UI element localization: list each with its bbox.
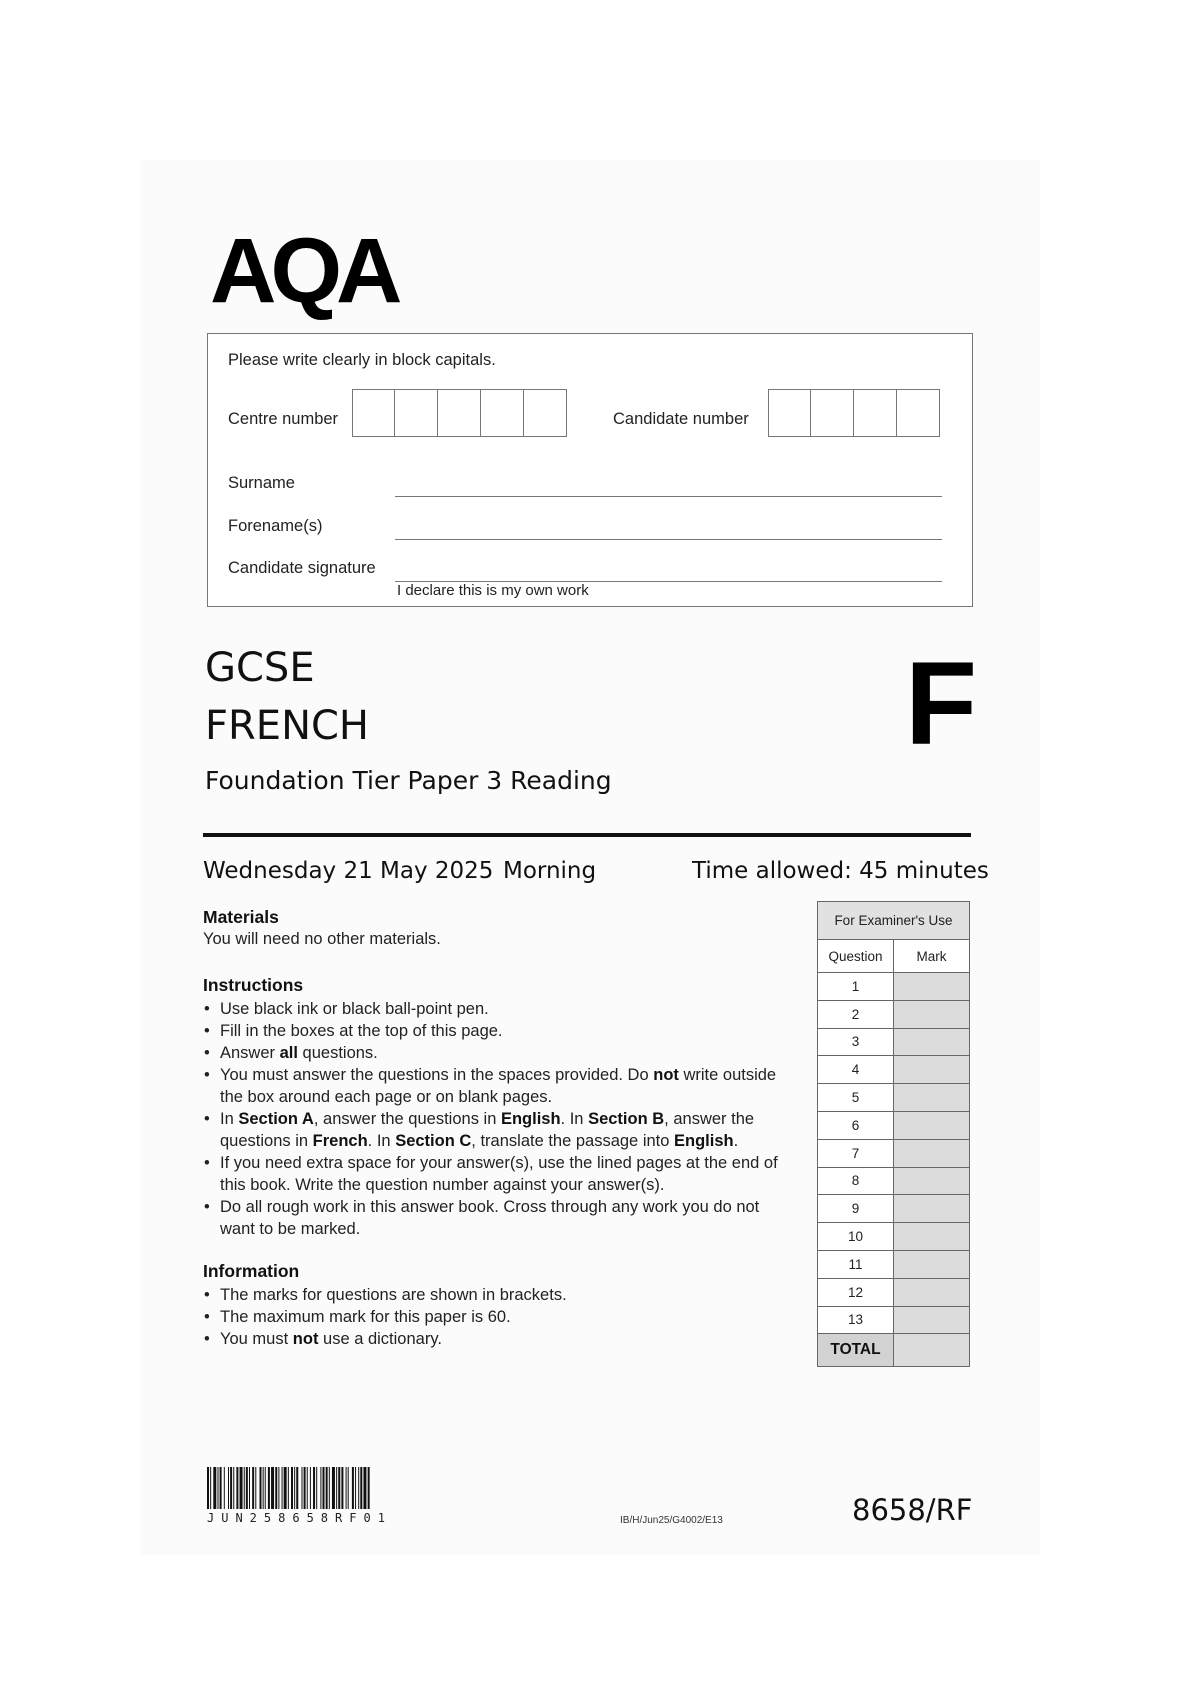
list-item: • If you need extra space for your answer(s), use the lined pages at the end of this book. Write the question number against your answer(s). [203,1152,778,1196]
declaration-text: I declare this is my own work [397,582,589,599]
barcode-bar [233,1467,234,1509]
barcode-bar [240,1467,243,1509]
aqa-logo: AQA [210,220,397,322]
barcode-text: JUN258658RF01 [207,1511,392,1525]
centre-number-boxes[interactable] [353,389,567,437]
mark-cell [894,1278,970,1306]
question-number: 2 [818,1000,894,1028]
materials-heading: Materials [203,907,279,927]
candidate-details-box [207,333,973,607]
forenames-label: Forename(s) [228,517,323,535]
barcode-bar [228,1467,229,1509]
barcode-bar [210,1467,211,1509]
centre-digit-box[interactable] [523,389,567,437]
signature-label: Candidate signature [228,559,376,577]
mark-cell [894,1250,970,1278]
list-item: • You must answer the questions in the spaces provided. Do not write outside the box around each page or on blank pages. [203,1064,778,1108]
question-number: 9 [818,1195,894,1223]
barcode-bar [352,1467,354,1509]
question-number: 6 [818,1111,894,1139]
question-number: 13 [818,1306,894,1334]
mark-cell [894,1139,970,1167]
question-number: 5 [818,1084,894,1112]
mark-cell [894,1111,970,1139]
barcode-icon [207,1467,519,1509]
barcode-bar [304,1467,306,1509]
list-item: • Do all rough work in this answer book. Cross through any work you do not want to be marked. [203,1196,778,1240]
exam-date: Wednesday 21 May 2025 [203,858,494,884]
barcode-bar [316,1467,317,1509]
barcode-bar [358,1467,359,1509]
mark-column-header: Mark [894,940,970,973]
question-number: 12 [818,1278,894,1306]
list-item: • In Section A, answer the questions in English. In Section B, answer the questions in French. In Section C, translate the passage into English. [203,1108,778,1152]
barcode-bar [294,1467,295,1509]
materials-text: You will need no other materials. [203,930,441,948]
mark-cell [894,1028,970,1056]
question-number: 7 [818,1139,894,1167]
barcode-bar [236,1467,238,1509]
list-item: • The marks for questions are shown in brackets. [203,1284,567,1306]
candidate-digit-box[interactable] [768,389,812,437]
barcode-bar [296,1467,298,1509]
instructions-list [203,998,778,1240]
mark-cell [894,1000,970,1028]
barcode-bar [282,1467,283,1509]
information-list [203,1284,567,1350]
paper-code: 8658/RF [852,1493,973,1527]
barcode-bar [346,1467,347,1509]
question-number: 1 [818,973,894,1001]
list-item: • Fill in the boxes at the top of this page. [203,1020,778,1042]
mark-cell [894,973,970,1001]
barcode-bar [307,1467,308,1509]
title-divider [203,833,971,837]
paper-subtitle: Foundation Tier Paper 3 Reading [205,766,612,795]
mark-cell [894,1056,970,1084]
candidate-digit-box[interactable] [853,389,897,437]
surname-field[interactable] [395,496,942,497]
question-number: 11 [818,1250,894,1278]
candidate-number-label: Candidate number [613,410,749,428]
barcode-bar [341,1467,343,1509]
question-number: 3 [818,1028,894,1056]
barcode-bar [213,1467,216,1509]
time-allowed: Time allowed: 45 minutes [692,858,989,884]
examiner-table-title: For Examiner's Use [818,902,970,940]
barcode-bar [336,1467,337,1509]
exam-session: Morning [503,858,597,884]
tier-letter: F [905,638,978,770]
barcode-bar [220,1467,222,1509]
barcode-bar [255,1467,256,1509]
list-item: • Use black ink or black ball-point pen. [203,998,778,1020]
qualification-title: GCSE [205,645,315,691]
document-reference: IB/H/Jun25/G4002/E13 [620,1515,723,1526]
candidate-number-boxes[interactable] [769,389,940,437]
question-number: 10 [818,1223,894,1251]
instructions-heading: Instructions [203,975,304,995]
barcode-bar [246,1467,248,1509]
barcode-bar [244,1467,245,1509]
information-heading: Information [203,1261,300,1281]
candidate-digit-box[interactable] [810,389,854,437]
barcode-bar [218,1467,219,1509]
barcode-bar [271,1467,274,1509]
centre-digit-box[interactable] [352,389,396,437]
barcode-bar [268,1467,270,1509]
list-item: • The maximum mark for this paper is 60. [203,1306,567,1328]
barcode-bar [207,1467,209,1509]
question-column-header: Question [818,940,894,973]
barcode-bar [291,1467,293,1509]
barcode-bar [302,1467,303,1509]
mark-cell [894,1195,970,1223]
barcode-bar [278,1467,279,1509]
barcode-bar [329,1467,330,1509]
barcode-bar [326,1467,328,1509]
barcode-bar [355,1467,356,1509]
centre-number-label: Centre number [228,410,339,428]
centre-digit-box[interactable] [394,389,438,437]
barcode-bar [263,1467,264,1509]
surname-label: Surname [228,474,295,492]
barcode-bar [265,1467,266,1509]
mark-cell [894,1223,970,1251]
centre-digit-box[interactable] [480,389,524,437]
barcode-bar [310,1467,311,1509]
barcode-bar [275,1467,277,1509]
barcode-bar [368,1467,370,1509]
barcode-bar [323,1467,325,1509]
barcode-bar [332,1467,335,1509]
question-number: 8 [818,1167,894,1195]
examiner-use-table [817,901,970,1367]
barcode-bar [320,1467,321,1509]
mark-cell [894,1084,970,1112]
barcode-bar [348,1467,349,1509]
total-mark-cell [894,1334,970,1367]
barcode-bar [288,1467,289,1509]
centre-digit-box[interactable] [437,389,481,437]
barcode-bar [249,1467,250,1509]
barcode-bar [260,1467,262,1509]
candidate-digit-box[interactable] [896,389,940,437]
mark-cell [894,1306,970,1334]
block-capitals-instruction: Please write clearly in block capitals. [228,351,496,369]
forenames-field[interactable] [395,539,942,540]
question-number: 4 [818,1056,894,1084]
mark-cell [894,1167,970,1195]
barcode-bar [360,1467,362,1509]
list-item: • Answer all questions. [203,1042,778,1064]
barcode-bar [252,1467,254,1509]
barcode-bar [224,1467,225,1509]
subject-title: FRENCH [205,703,370,749]
barcode-bar [313,1467,315,1509]
barcode-bar [338,1467,340,1509]
barcode-bar [284,1467,287,1509]
barcode-bar [363,1467,366,1509]
barcode-bar [230,1467,232,1509]
list-item: • You must not use a dictionary. [203,1328,567,1350]
total-label: TOTAL [818,1334,894,1367]
